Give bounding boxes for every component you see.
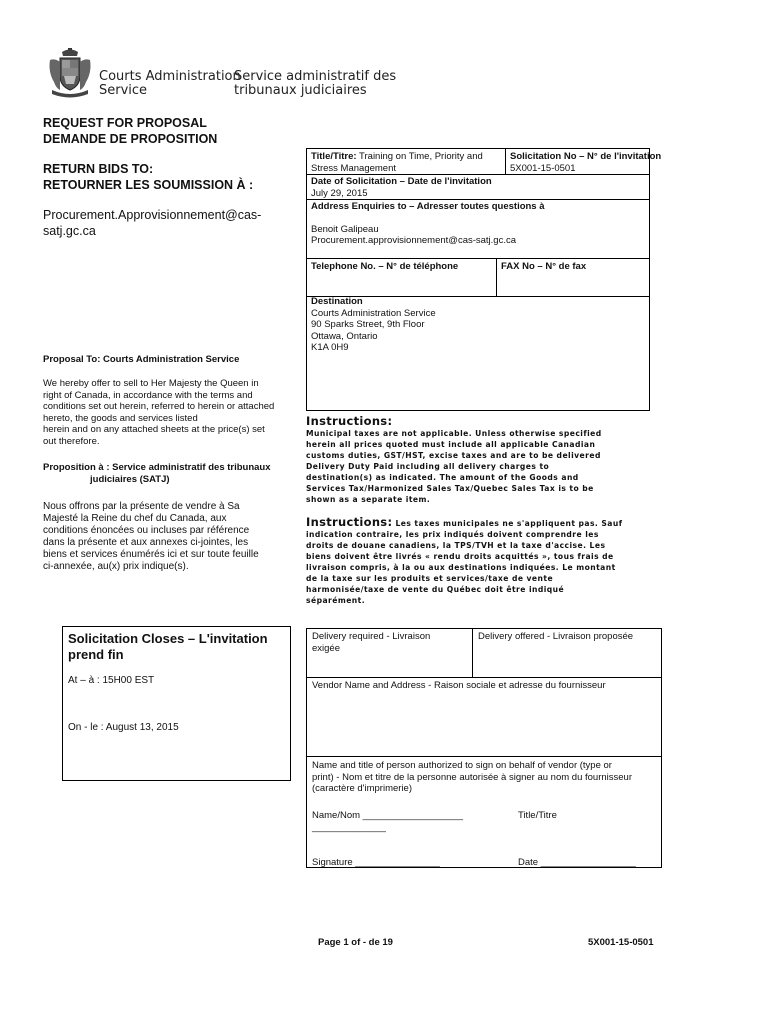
name-label: Name/Nom ___________________ [312,810,464,821]
instructions-line: Services Tax/Harmonized Sales Tax/Quebec Sales Tax is to be [306,484,594,493]
closing-title-line2: prend fin [68,647,124,662]
return-bids-email[interactable] [43,207,261,239]
proposal-body-fr-line: Majesté la Reine du chef du Canada, aux [43,513,227,524]
authorized-person-line: Name and title of person authorized to sign on behalf of vendor (type or [312,760,612,771]
proposal-body-line: right of Canada, in accordance with the terms and [43,389,253,401]
document-title [43,115,217,147]
document-title-fr: DEMANDE DE PROPOSITION [43,132,218,146]
vendor-name-field[interactable] [312,680,606,692]
instructions-line: Municipal taxes are not applicable. Unless otherwise specified [306,429,602,438]
return-bids-en: RETURN BIDS TO: [43,162,154,176]
solicitation-date-field [311,176,492,199]
proposal-to-fr-line1: Proposition à : Service administratif des tribunaux [43,462,271,473]
proposal-body-line: hereto, the goods and services listed [43,412,198,424]
document-title-en: REQUEST FOR PROPOSAL [43,116,207,130]
delivery-required-label: Delivery required - Livraison [312,631,431,642]
instructions-line: harmonisée/taxe de vente du Québec doit être indiqué [306,585,565,594]
proposal-body-line: out therefore. [43,435,100,447]
proposal-body-line: We hereby offer to sell to Her Majesty the Queen in [43,378,259,389]
instructions-line: de la taxe sur les produits et services/taxe de vente [306,574,554,583]
delivery-offered-field[interactable] [478,631,633,643]
enquiries-field [311,201,545,247]
proposal-body-fr-line: biens et services énumérés ici et sur toute feuille [43,549,259,560]
proposal-body-line: conditions set out herein, referred to herein or attached [43,401,275,412]
instructions-line: livraison compris, à la ou aux destinations indiquées. Le montant [306,563,616,572]
vendor-name-label: Vendor Name and Address - Raison sociale et adresse du fournisseur [312,680,606,691]
destination-line: Ottawa, Ontario [311,330,378,342]
title-label: Title/Titre: [311,151,357,162]
instructions-line: séparément. [306,596,366,605]
solicitation-no-field [510,151,661,174]
instructions-line: Delivery Duty Paid including all delivery charges to [306,462,550,471]
closing-title-line1: Solicitation Closes – L'invitation [68,631,268,646]
delivery-offered-label: Delivery offered - Livraison proposée [478,631,634,642]
return-bids-email-line1: Procurement.Approvisionnement@cas- [43,208,262,222]
instructions-heading-fr: Instructions: [306,515,393,529]
solicitation-date-value: July 29, 2015 [311,187,368,199]
authorized-person-field[interactable] [312,760,657,795]
org-name-fr [234,70,396,97]
solicitation-date-label: Date of Solicitation – Date de l'invitation [311,176,492,187]
authorized-person-line: (caractère d'imprimerie) [312,783,413,794]
instructions-body-en [306,428,646,505]
signature-field[interactable]: Signature ________________ [312,857,440,868]
fax-label: FAX No – N° de fax [501,261,587,272]
proposal-to-fr-line2: judiciaires (SATJ) [90,473,170,485]
title-sign-field[interactable]: Title/Titre [518,810,557,821]
proposal-body-fr-line: Nous offrons par la présente de vendre à Sa [43,501,240,512]
sign-date-field[interactable]: Date __________________ [518,857,636,868]
proposal-body-en [43,378,298,447]
return-bids-email-line2: satj.gc.ca [43,224,96,238]
destination-label: Destination [311,296,363,307]
solicitation-no-label: Solicitation No – N° de l'invitation [510,151,662,162]
proposal-body-fr-line: dans la présente et aux annexes ci-jointes, les [43,537,249,548]
return-bids-fr: RETOURNER LES SOUMISSION À : [43,178,254,192]
footer-doc-number: 5X001-15-0501 [588,937,654,948]
proposal-body-fr-line: ci-annexée, au(x) prix indique(s). [43,561,189,572]
org-name-fr-line2: tribunaux judiciaires [234,82,367,98]
instructions-line: herein all prices quoted must include all applicable Canadian [306,440,596,449]
closing-date: On - le : August 13, 2015 [68,722,179,733]
closing-time: At – à : 15H00 EST [68,675,155,686]
instructions-line: customs duties, GST/HST, excise taxes and are to be delivered [306,451,601,460]
proposal-body-line: herein and on any attached sheets at the price(s) set [43,424,265,435]
enquiries-email[interactable]: Procurement.approvisionnement@cas-satj.gc.ca [311,235,517,246]
return-bids-heading [43,161,253,193]
page-number: Page 1 of - de 19 [318,937,393,948]
destination-field [311,296,436,354]
title-value: Training on Time, Priority and [356,151,483,162]
name-field[interactable] [312,810,463,833]
instructions-body-fr [306,517,646,606]
proposal-to-fr [43,462,298,485]
telephone-label: Telephone No. – N° de téléphone [311,261,459,272]
delivery-required-label-2: exigée [312,642,340,654]
instructions-line: destination(s) as indicated. The amount of the Goods and [306,473,579,482]
delivery-required-field[interactable] [312,631,430,654]
title-field [311,151,505,174]
closing-title [68,631,268,663]
name-underline: ______________ [312,821,386,833]
proposal-to-en: Proposal To: Courts Administration Service [43,354,240,365]
org-name-en-line1: Courts Administration [99,69,241,84]
destination-line: K1A 0H9 [311,342,349,353]
proposal-body-fr [43,501,298,573]
solicitation-no-value: 5X001-15-0501 [510,162,576,174]
org-name-fr-line1: Service administratif des [234,69,397,84]
org-name-en-line2: Service [99,82,148,98]
instructions-line: indication contraire, les prix indiqués doivent comprendre les [306,530,599,539]
proposal-body-fr-line: conditions énoncées ou incluses par référence [43,525,250,536]
instructions-heading-en: Instructions: [306,414,393,428]
destination-line: 90 Sparks Street, 9th Floor [311,319,425,330]
instructions-line: shown as a separate item. [306,495,431,504]
instructions-line: Les taxes municipales ne s'appliquent pas. Sauf [392,519,623,528]
instructions-line: droits de douane canadiens, la TPS/TVH et la taxe d'accise. Les [306,541,606,550]
title-value-line2: Stress Management [311,162,397,174]
enquiries-label: Address Enquiries to – Adresser toutes questions à [311,201,545,212]
coat-of-arms-logo [46,46,94,100]
instructions-line: biens doivent être livrés « rendu droits acquittés », tous frais de [306,552,614,561]
destination-line: Courts Administration Service [311,307,436,319]
authorized-person-line: print) - Nom et titre de la personne autorisée à signer au nom du fournisseur [312,771,632,783]
org-name-en [99,70,241,97]
enquiries-name: Benoit Galipeau [311,223,379,235]
